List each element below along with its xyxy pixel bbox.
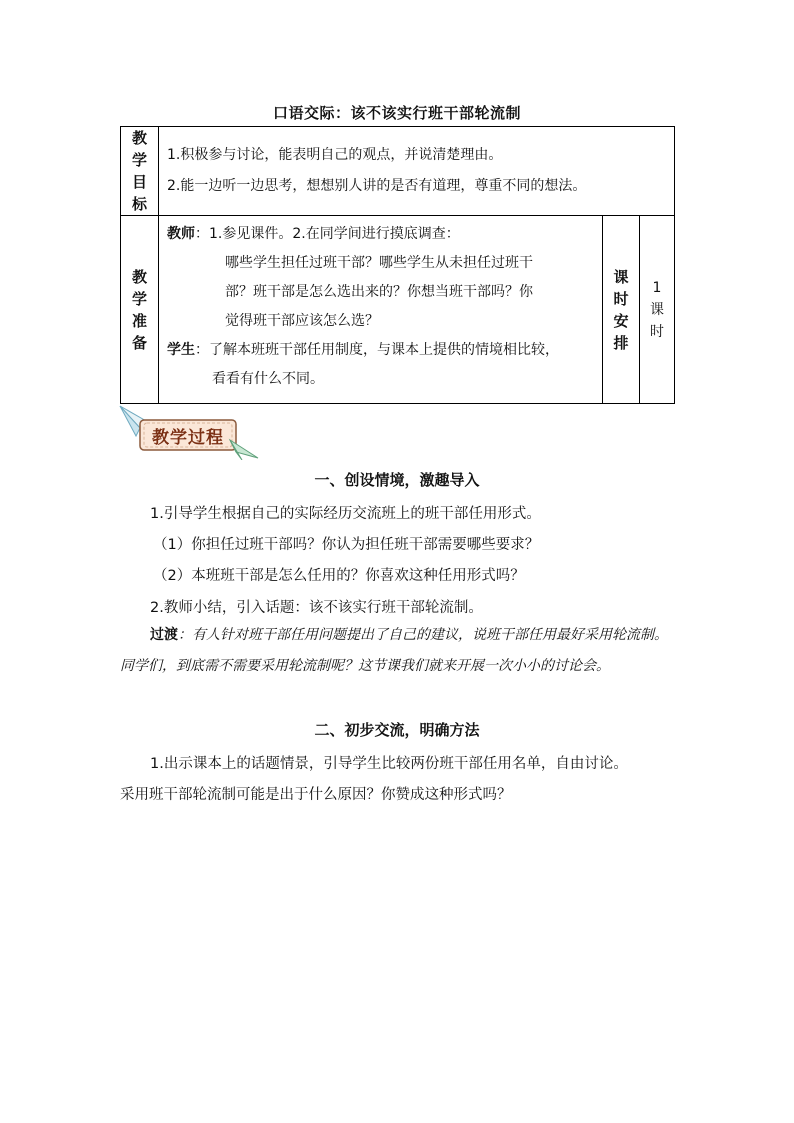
lesson-plan-table xyxy=(120,126,675,404)
transition-label: 过渡 xyxy=(150,627,178,643)
question-item: （2）本班班干部是怎么任用的？你喜欢这种任用形式吗？ xyxy=(153,568,525,584)
teacher-label: 教师 xyxy=(167,226,195,242)
transition-paragraph: 过渡：有人针对班干部任用问题提出了自己的建议，说班干部任用最好采用轮流制。同学们，到底需不需要采用轮流制呢？这节课我们就来开展一次小小的讨论会。 xyxy=(120,627,668,674)
paragraph: 2.教师小结，引入话题：该不该实行班干部轮流制。 xyxy=(150,600,483,616)
teaching-process-banner xyxy=(118,402,260,460)
paragraph: 1.出示课本上的话题情景，引导学生比较两份班干部任用名单，自由讨论。 xyxy=(150,756,628,772)
prep-label: 教 学 准 备 xyxy=(121,216,159,404)
schedule-label: 课 时 安 排 xyxy=(603,216,640,404)
student-label: 学生 xyxy=(167,342,195,358)
question-item: （1）你担任过班干部吗？你认为担任班干部需要哪些要求？ xyxy=(153,537,540,553)
goals-content xyxy=(159,127,675,216)
teacher-prep-line: 哪些学生担任过班干部？哪些学生从未担任过班干 xyxy=(225,255,533,271)
page-title: 口语交际：该不该实行班干部轮流制 xyxy=(272,104,521,122)
goal-item: 2.能一边听一边思考，想想别人讲的是否有道理，尊重不同的想法。 xyxy=(167,178,587,194)
goals-label: 教 学 目 标 xyxy=(121,127,159,216)
section-heading: 一、创设情境，激趣导入 xyxy=(314,471,480,489)
student-prep: 学生：了解本班班干部任用制度，与课本上提供的情境相比较， xyxy=(167,342,559,358)
prep-content xyxy=(159,216,603,404)
teacher-prep-line: 觉得班干部应该怎么选？ xyxy=(225,313,379,329)
paragraph: 1.引导学生根据自己的实际经历交流班上的班干部任用形式。 xyxy=(150,506,541,522)
hours-value: 1 课 时 xyxy=(640,216,675,404)
teacher-prep: 教师：1.参见课件。2.在同学间进行摸底调查： xyxy=(167,226,460,242)
goal-item: 1.积极参与讨论，能表明自己的观点，并说清楚理由。 xyxy=(167,147,503,163)
teacher-prep-line: 部？班干部是怎么选出来的？你想当班干部吗？你 xyxy=(225,284,533,300)
banner-label: 教学过程 xyxy=(152,428,224,448)
paragraph: 采用班干部轮流制可能是出于什么原因？你赞成这种形式吗？ xyxy=(120,787,512,803)
student-prep-line: 看看有什么不同。 xyxy=(212,371,324,387)
section-heading: 二、初步交流，明确方法 xyxy=(314,721,480,739)
